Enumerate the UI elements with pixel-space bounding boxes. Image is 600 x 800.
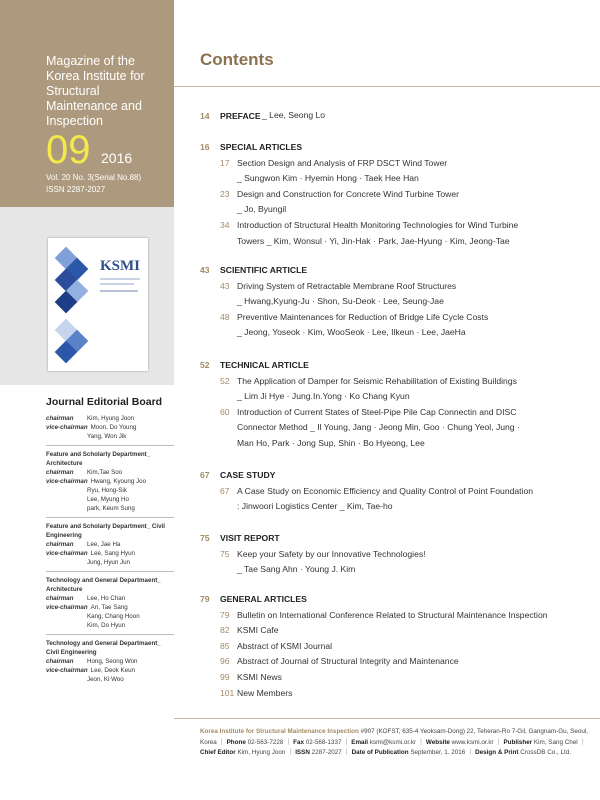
magazine-title: Magazine of the Korea Institute for Structural Maintenance and Inspection (46, 54, 145, 128)
design-label: Design & Print (475, 749, 519, 756)
board-role (46, 432, 84, 441)
section-page-number: 16 (200, 142, 210, 152)
article-title[interactable]: Preventive Maintenances for Reduction of Bridge Life Cycle Costs (237, 311, 489, 322)
phone-value: 02-563-7228 (247, 738, 284, 746)
cover-thumbnail (48, 238, 148, 371)
editorial-board (46, 396, 174, 684)
article-page-number: 52 (220, 375, 230, 386)
article-page-number: 82 (220, 625, 230, 636)
board-member-name: Jeon, Ki Woo (87, 676, 124, 683)
section-title[interactable]: VISIT REPORT (220, 533, 280, 543)
sidebar (0, 0, 174, 800)
article-page-number: 99 (220, 672, 230, 682)
article-title[interactable]: Design and Construction for Concrete Wind Turbine Tower (237, 188, 459, 199)
board-member-name: Lee, Jae Ha (87, 541, 121, 548)
section-page-number: 43 (200, 265, 210, 275)
article-page-number: 101 (220, 687, 235, 698)
issn-value: 2287-2027 (311, 749, 342, 756)
section-page-number: 79 (200, 594, 210, 604)
board-role: chairman (46, 658, 74, 665)
cover-logo: KSMI (100, 258, 141, 274)
volume-info (46, 172, 141, 196)
phone-label: Phone (226, 738, 246, 746)
volume-line: Vol. 20 No. 3(Serial No.88) (46, 173, 142, 182)
section-title[interactable]: SCIENTIFIC ARTICLE (220, 265, 308, 275)
section-title[interactable]: SPECIAL ARTICLES (220, 142, 303, 152)
footer-org: Korea Institute for Structural Maintenance Inspection (200, 728, 359, 735)
board-member-row (46, 468, 174, 477)
board-role: vice-chairman (46, 478, 88, 485)
article-line: _ Lim Ji Hye · Jung.In.Yong · Ko Chang Kyun (237, 391, 410, 402)
article-title[interactable]: Introduction of Current States of Steel-Pipe Pile Cap Connectin and DISC (237, 406, 517, 417)
article-title[interactable]: Introduction of Structural Health Monitoring Technologies for Wind Turbine (237, 220, 519, 230)
article-title[interactable]: Abstract of Journal of Structural Integrity and Maintenance (237, 656, 459, 667)
board-divider (46, 634, 174, 635)
cover-rule (100, 283, 134, 285)
board-member-name: Lee, Ho Chan (87, 595, 126, 602)
board-role (46, 612, 84, 621)
board-divider (46, 517, 174, 518)
section-page-number: 52 (200, 360, 210, 370)
article-page-number: 67 (220, 485, 230, 496)
section-title[interactable]: GENERAL ARTICLES (220, 594, 307, 604)
board-role: chairman (46, 595, 74, 602)
section-page-number: 67 (200, 470, 210, 480)
board-department-heading: Technology and General Departmaent_ Civil Engineering (46, 640, 161, 656)
article-line: _ Tae Sang Ahn · Young J. Kim (237, 564, 356, 575)
article-title[interactable]: Bulletin on International Conference Related to Structural Maintenance Inspection (237, 609, 548, 620)
board-member-row (46, 432, 174, 441)
article-line: _ Jo, Byungil (237, 204, 287, 215)
section-author: _ Lee, Seong Lo (262, 110, 326, 120)
board-divider (46, 571, 174, 572)
board-member-name: Hwang, Kyoung Joo (90, 478, 147, 485)
board-role: vice-chairman (46, 667, 88, 674)
section-page-number: 14 (200, 111, 210, 121)
section-page-number: 75 (200, 533, 210, 543)
board-department-heading: Feature and Scholarly Department_ Civil Engineering (46, 523, 165, 539)
article-line: Connector Method _ Il Young, Jang · Jeong Min, Goo · Chung Yeol, Jung · (237, 422, 520, 433)
article-page-number: 43 (220, 280, 230, 291)
date-label: Date of Publication (351, 749, 409, 756)
board-member-row (46, 423, 174, 432)
title-rule (174, 86, 600, 87)
board-member-row (46, 666, 174, 675)
board-role (46, 621, 84, 630)
board-member-row (46, 549, 174, 558)
article-title[interactable]: New Members (237, 687, 293, 698)
board-member-name: Lee, Deok Keun (90, 667, 136, 674)
article-page-number: 17 (220, 157, 230, 168)
article-line: _ Sungwon Kim · Hyemin Hong · Taek Hee Han (237, 173, 419, 184)
board-member-row (46, 477, 174, 486)
board-member-name: Lee, Sang Hyun (90, 550, 136, 557)
issue-year: 2016 (101, 150, 133, 166)
email-value[interactable]: ksmi@ksmi.or.kr (369, 738, 417, 746)
board-member-name: Kim, Hyung Joon (87, 415, 135, 422)
article-page-number: 79 (220, 609, 230, 620)
fax-label: Fax (293, 738, 304, 746)
article-title[interactable]: The Application of Damper for Seismic Rehabilitation of Existing Buildings (237, 375, 517, 386)
website-label: Website (425, 738, 450, 746)
board-role (46, 675, 84, 684)
board-member-row (46, 504, 174, 513)
footer-address: #907 (KOFST, 635-4 Yeoksam-Dong) 22, Teheran-Ro 7-Gil, Gangnam-Gu, Seoul, Korea (200, 728, 589, 746)
article-line: : Jinwoori Logistics Center _ Kim, Tae-ho (237, 501, 393, 512)
issn-line: ISSN 2287-2027 (46, 185, 106, 194)
article-page-number: 96 (220, 656, 230, 667)
board-role (46, 495, 84, 504)
board-member-row (46, 414, 174, 423)
board-member-row (46, 486, 174, 495)
board-member-row (46, 603, 174, 612)
article-line: Man Ho, Park · Jong Sup, Shin · Bo Hyeong, Lee (237, 438, 425, 448)
article-title[interactable]: Keep your Safety by our Innovative Technologies! (237, 548, 426, 559)
magazine-header (0, 0, 174, 207)
board-member-row (46, 540, 174, 549)
board-role (46, 486, 84, 495)
board-member-name: Moon, Do Young (90, 424, 137, 431)
board-role (46, 558, 84, 567)
board-member-row (46, 495, 174, 504)
board-member-name: Kim,Tae Soo (87, 469, 123, 476)
board-member-name: Ryu, Hong-Sik (87, 487, 127, 494)
article-line: Towers _ Kim, Wonsul · Yi, Jin-Hak · Park, Jae-Hyung · Kim, Jeong-Tae (237, 235, 510, 246)
article-page-number: 23 (220, 188, 230, 199)
section-title[interactable]: PREFACE (220, 111, 261, 121)
chief-editor-value: Kim, Hyung Joon (237, 749, 286, 756)
board-member-name: Kang, Chang Hoon (87, 613, 140, 620)
cover-rule (100, 290, 138, 292)
article-page-number: 48 (220, 311, 230, 322)
footer-rule (174, 718, 600, 719)
board-member-row (46, 621, 174, 630)
date-value: September, 1. 2016 (410, 749, 466, 756)
board-member-name: Jung, Hyun Jun (87, 559, 130, 566)
article-page-number: 75 (220, 548, 230, 559)
board-member-row (46, 675, 174, 684)
publisher-label: Publisher (503, 738, 533, 746)
article-page-number: 60 (220, 406, 230, 417)
section-title[interactable]: CASE STUDY (220, 470, 276, 480)
email-label: Email (351, 738, 369, 746)
colophon: Korea Institute for Structural Maintenance Inspection #907 (KOFST, 635-4 Yeoksam-Dong) 22, Teheran-Ro 7-Gil, Gangnam-Gu, Seoul, Korea ｜ Phone 02-563-7228 ｜ Fax 02-568-1337 ｜ Email ksmi@ksmi.or.kr ｜ Website www.ksmi.or.kr ｜ Publisher Kim, Sang Chel ｜ Chief Editor Kim, Hyung Joon ｜ ISSN 2287-2027 ｜ Date of Publication September, 1. 2016 ｜ Design & Print CrossDB Co., Ltd. (200, 728, 589, 756)
board-role (46, 504, 84, 513)
article-title[interactable]: KSMI Cafe (237, 625, 279, 636)
issn-label: ISSN (295, 749, 310, 756)
board-member-name: Lee, Myung Ho (87, 496, 129, 503)
article-line: _ Hwang,Kyung-Ju · Shon, Su-Deok · Lee, Seung-Jae (237, 296, 444, 307)
board-divider (46, 445, 174, 446)
board-member-name: park, Keum Sung (87, 505, 135, 512)
issue-number: 09 (46, 128, 91, 172)
publisher-value: Kim, Sang Chel (533, 738, 578, 746)
article-title[interactable]: Abstract of KSMI Journal (237, 640, 333, 651)
board-title: Journal Editorial Board (46, 396, 163, 408)
board-member-row (46, 558, 174, 567)
board-member-name: An, Tae Sang (90, 604, 128, 611)
article-line: _ Jeong, Yoseok · Kim, WooSeok · Lee, Ilkeun · Lee, JaeHa (237, 327, 466, 338)
board-department-heading: Feature and Scholarly Department_ Architecture (46, 451, 151, 467)
article-page-number: 34 (220, 220, 230, 230)
board-member-row (46, 612, 174, 621)
board-department-heading: Technology and General Departmaent_ Architecture (46, 577, 161, 593)
board-role: vice-chairman (46, 550, 88, 557)
section-title[interactable]: TECHNICAL ARTICLE (220, 360, 309, 370)
board-role: chairman (46, 415, 74, 422)
fax-value: 02-568-1337 (305, 738, 342, 746)
board-member-name: Kim, Do Hyun (87, 622, 126, 629)
board-groups (46, 414, 174, 684)
article-title[interactable]: Driving System of Retractable Membrane Roof Structures (237, 280, 457, 291)
chief-editor-label: Chief Editor (200, 749, 236, 756)
article-page-number: 85 (220, 640, 230, 651)
board-role: vice-chairman (46, 604, 88, 611)
article-title[interactable]: A Case Study on Economic Efficiency and Quality Control of Point Foundation (237, 485, 534, 496)
cover-rule (100, 278, 140, 280)
design-value: CrossDB Co., Ltd. (520, 749, 571, 756)
website-value[interactable]: www.ksmi.or.kr (451, 738, 494, 746)
article-title[interactable]: KSMI News (237, 672, 282, 682)
board-member-name: Hong, Seong Won (87, 658, 138, 665)
board-member-name: Yang, Won Jik (87, 433, 127, 440)
board-role: chairman (46, 541, 74, 548)
board-role: vice-chairman (46, 424, 88, 431)
board-member-row (46, 657, 174, 666)
board-role: chairman (46, 469, 74, 476)
page-title: Contents (200, 50, 274, 69)
article-title[interactable]: Section Design and Analysis of FRP DSCT Wind Tower (237, 157, 448, 168)
board-member-row (46, 594, 174, 603)
